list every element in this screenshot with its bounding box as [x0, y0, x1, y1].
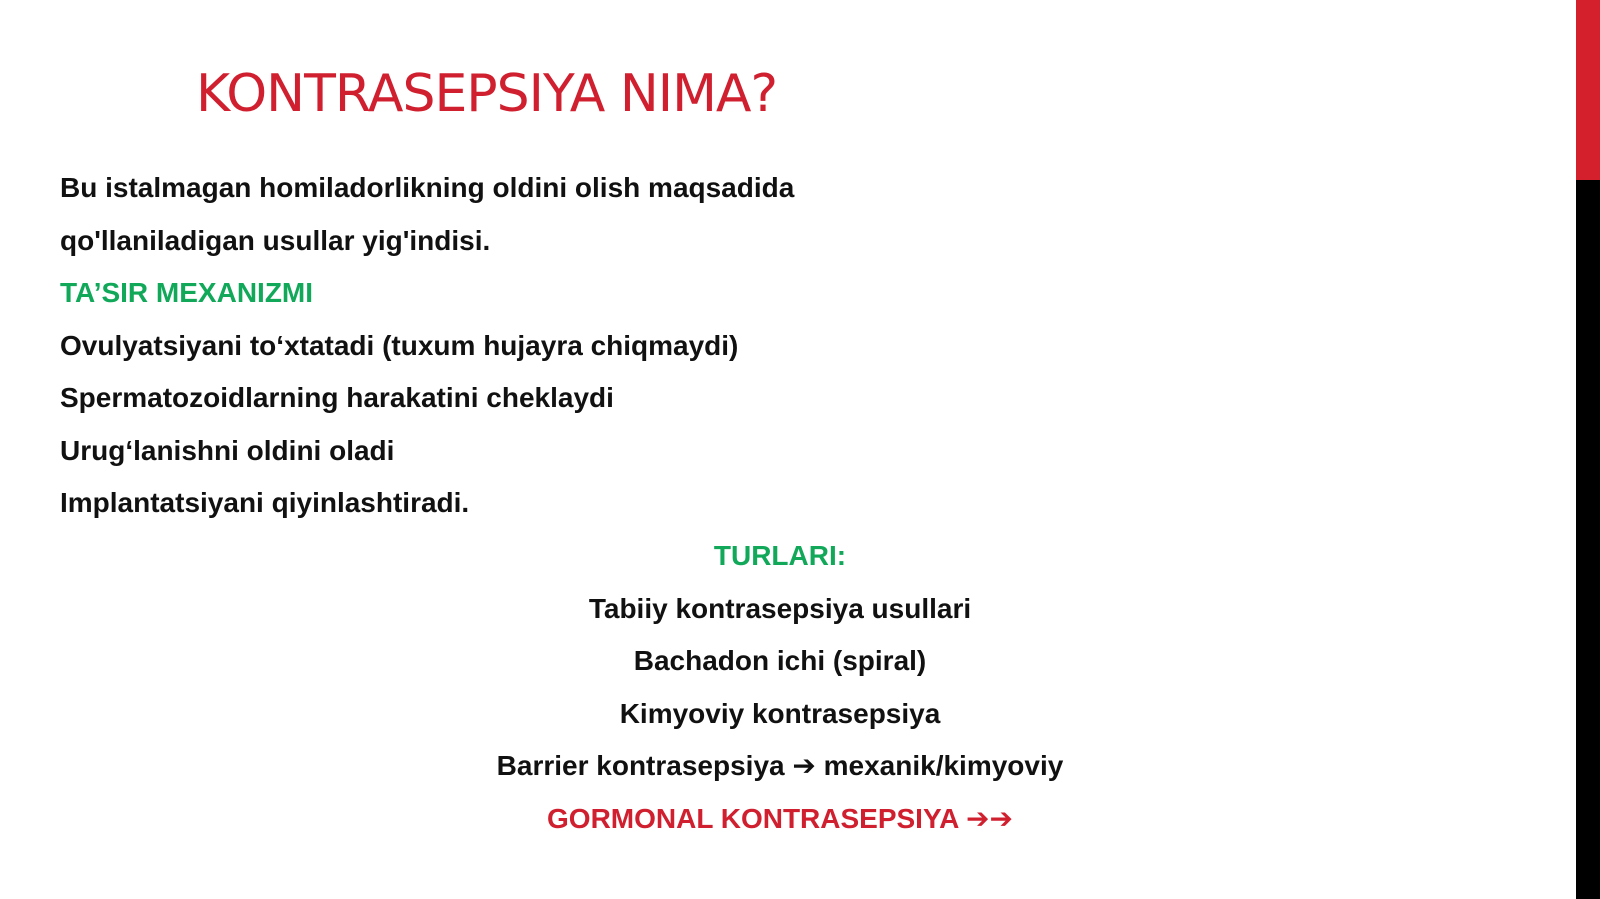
definition-line-2: qo'llaniladigan usullar yig'indisi.: [60, 224, 491, 256]
double-right-arrow-icon: ➔➔: [966, 801, 1013, 835]
accent-bar-red-segment: [1576, 0, 1600, 180]
accent-bar: [1576, 0, 1600, 899]
hormonal-line: [290, 793, 1270, 846]
barrier-detail: mexanik/kimyoviy: [823, 750, 1064, 781]
types-heading: TURLARI:: [713, 540, 847, 571]
types-section: [290, 530, 1270, 845]
barrier-label: Barrier kontrasepsiya: [496, 750, 785, 781]
mechanism-item: Spermatozoidlarning harakatini cheklaydi: [60, 382, 614, 413]
mechanism-item: Implantatsiyani qiyinlashtiradi.: [60, 487, 470, 518]
types-item: Bachadon ichi (spiral): [633, 645, 927, 676]
mechanism-item: Ovulyatsiyani to‘xtatadi (tuxum hujayra chiqmaydi): [60, 329, 739, 361]
right-arrow-icon: ➔: [792, 749, 816, 782]
definition-and-mechanism: [60, 162, 1060, 530]
mechanism-heading: TA’SIR MEXANIZMI: [60, 277, 314, 308]
hormonal-label: GORMONAL KONTRASEPSIYA: [547, 802, 959, 834]
mechanism-item: Urug‘lanishni oldini oladi: [60, 434, 395, 466]
definition-line-1: Bu istalmagan homiladorlikning oldini olish maqsadida: [60, 172, 795, 203]
barrier-line: [290, 740, 1270, 793]
slide-title: KONTRASEPSIYA NIMA?: [196, 64, 778, 124]
types-item: Tabiiy kontrasepsiya usullari: [588, 592, 972, 624]
types-item: Kimyoviy kontrasepsiya: [619, 697, 941, 729]
